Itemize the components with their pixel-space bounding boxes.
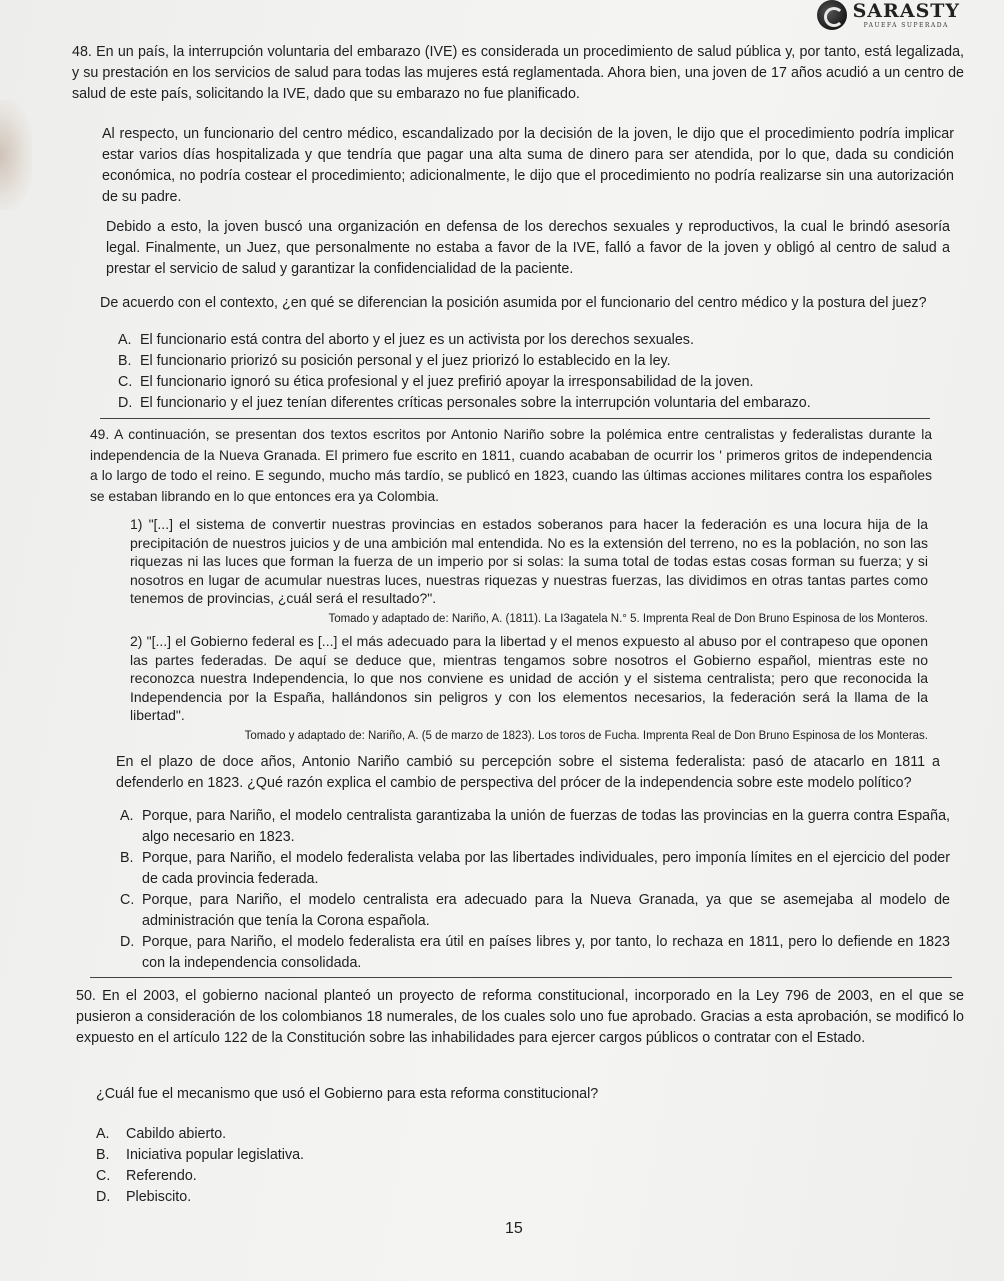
- q48-paragraph-3: Debido a esto, la joven buscó una organización en defensa de los derechos sexuales y reproductivos, la cual le brindó asesoría legal. Finalmente, un Juez, que personalmente no estaba a favor de la IVE, falló a favor de la joven y obligó al centro de salud a prestar el servicio de salud y garantizar la confidencialidad de la paciente.: [106, 219, 950, 277]
- q49-text-1-source: Tomado y adaptado de: Nariño, A. (1811). La I3agatela N.° 5. Imprenta Real de Don Bruno Espinosa de los Monteros.: [328, 612, 928, 625]
- q49-text-2-source: Tomado y adaptado de: Nariño, A. (5 de marzo de 1823). Los toros de Fucha. Imprenta Real de Don Bruno Espinosa de los Monteras.: [244, 729, 928, 742]
- divider-49-50: [90, 977, 952, 978]
- q50-number: 50.: [76, 988, 96, 1004]
- q48-options: [118, 330, 938, 414]
- q48-question: De acuerdo con el contexto, ¿en qué se diferencian la posición asumida por el funcionario del centro médico y la postura del juez?: [100, 295, 927, 311]
- question-50: [76, 986, 964, 1049]
- q50-intro: 50. En el 2003, el gobierno nacional planteó un proyecto de reforma constitucional, incorporado en la Ley 796 de 2003, en el que se pusieron a consideración de los colombianos 18 numerales, de los cuales solo uno fue aprobado. Gracias a esta aprobación, se modificó lo expuesto en el artículo 122 de la Constitución sobre las inhabilidades para ejercer cargos públicos o contratar con el Estado.: [76, 988, 964, 1046]
- q49-text-1: 1) "[...] el sistema de convertir nuestras provincias en estados soberanos para hacer la federación es una locura hija de la precipitación de nuestros juicios y de una ambición mal entendida. No es la extensión del terreno, no es la población, no son las riquezas ni las luces que forman la fuerza de un imperio por si solas: la suma total de todas estas cosas forman su fuerza; y si nosotros en lugar de acumular nuestras luces, nuestras riquezas y nuestras fuerzas, las dividimos en otras tantas partes como tenemos de provincias, ¿cuál será el resultado?". Tomado y adaptado de: Nariño, A. (1811). La I3agatela N.° 5. Imprenta Real de Don Bruno Espinosa de los Monteros.: [130, 515, 928, 628]
- q49-text-2: 2) "[...] el Gobierno federal es [...] el más adecuado para la libertad y el menos expuesto al abuso por el contrapeso que oponen las partes federadas. De aquí se deduce que, mientras tengamos sobre nosotros el Gobierno español, mientras este no reconozca nuestra Independencia, lo que nos conviene es unidad de acción y el sistema centralista; pero que reconocida la Independencia por la España, hallándonos sin peligros y con los elementos necesarios, la federación será la llama de la libertad". Tomado y adaptado de: Nariño, A. (5 de marzo de 1823). Los toros de Fucha. Imprenta Real de Don Bruno Espinosa de los Monteras.: [130, 632, 928, 745]
- q50-option-a[interactable]: A. Cabildo abierto.: [96, 1126, 227, 1142]
- sarasty-logo-icon: [817, 0, 847, 30]
- brand-logo: [817, 0, 960, 30]
- q48-intro: 48. En un país, la interrupción voluntaria del embarazo (IVE) es considerada un procedimiento de salud pública y, por tanto, está legalizada, y su prestación en los servicios de salud para todas las mujeres está reglamentada. Ahora bien, una joven de 17 años acudió a un centro de salud de este país, solicitando la IVE, dado que su embarazo no fue planificado.: [72, 44, 964, 102]
- q50-options: [96, 1124, 696, 1208]
- divider-48-49: [100, 418, 930, 419]
- q49-option-b[interactable]: B. Porque, para Nariño, el modelo federalista velaba por las libertades individuales, pero imponía límites en el ejercicio del poder de cada provincia federada.: [120, 850, 950, 887]
- q48-option-a[interactable]: A. El funcionario está contra del aborto y el juez es un activista por los derechos sexuales.: [118, 332, 694, 348]
- brand-tagline: PAUEFA SUPERADA: [863, 21, 949, 29]
- q48-option-d[interactable]: D. El funcionario y el juez tenían diferentes críticas personales sobre la interrupción voluntaria del embarazo.: [118, 395, 811, 411]
- q49-question: En el plazo de doce años, Antonio Nariño cambió su percepción sobre el sistema federalista: pasó de atacarlo en 1811 a defenderlo en 1823. ¿Qué razón explica el cambio de perspectiva del prócer de la independencia sobre este modelo político?: [116, 754, 940, 791]
- q48-option-b[interactable]: B. El funcionario priorizó su posición personal y el juez priorizó lo establecido en la ley.: [118, 353, 671, 369]
- page-number: 15: [505, 1220, 523, 1237]
- question-49: [90, 425, 932, 507]
- q49-text-1-number: 1): [130, 516, 143, 532]
- q48-number: 48.: [72, 44, 92, 60]
- q49-options: [120, 806, 950, 974]
- q49-option-d[interactable]: D. Porque, para Nariño, el modelo federalista era útil en países libres y, por tanto, lo rechaza en 1811, pero lo defiende en 1823 con la independencia consolidada.: [120, 934, 950, 971]
- finger-shadow: [0, 100, 32, 210]
- brand-name: SARASTY: [852, 0, 960, 22]
- q49-option-c[interactable]: C. Porque, para Nariño, el modelo centralista era adecuado para la Nueva Granada, ya que se asemejaba al modelo de administración que tenía la Corona española.: [120, 892, 950, 929]
- q49-number: 49.: [90, 427, 110, 442]
- q50-option-b[interactable]: B. Iniciativa popular legislativa.: [96, 1147, 305, 1163]
- q50-option-c[interactable]: C. Referendo.: [96, 1168, 197, 1184]
- question-48: [72, 42, 964, 105]
- q49-option-a[interactable]: A. Porque, para Nariño, el modelo centralista garantizaba la unión de fuerzas de todas las provincias en la guerra contra España, algo necesario en 1823.: [120, 808, 950, 845]
- q49-intro: 49. A continuación, se presentan dos textos escritos por Antonio Nariño sobre la polémica entre centralistas y federalistas durante la independencia de la Nueva Granada. El primero fue escrito en 1811, cuando acababan de ocurrir los ' primeros gritos de independencia a lo largo de todo el reino. E segundo, mucho más tardío, se publicó en 1823, cuando las últimas acciones militares contra los españoles se estaban librando en lo que entonces era ya Colombia.: [90, 427, 932, 504]
- q50-question: ¿Cuál fue el mecanismo que usó el Gobierno para esta reforma constitucional?: [96, 1086, 599, 1102]
- q49-text-2-number: 2): [130, 633, 143, 649]
- q48-paragraph-2: Al respecto, un funcionario del centro médico, escandalizado por la decisión de la joven, le dijo que el procedimiento podría implicar estar varios días hospitalizada y que tendría que pagar una alta suma de dinero para ser atendida, por lo que, dada su condición económica, no podría costear el procedimiento; adicionalmente, le dijo que el procedimiento no podría realizarse sin una autorización de su padre.: [102, 126, 954, 205]
- q50-option-d[interactable]: D. Plebiscito.: [96, 1189, 192, 1205]
- q48-option-c[interactable]: C. El funcionario ignoró su ética profesional y el juez prefirió apoyar la irresponsabilidad de la joven.: [118, 374, 754, 390]
